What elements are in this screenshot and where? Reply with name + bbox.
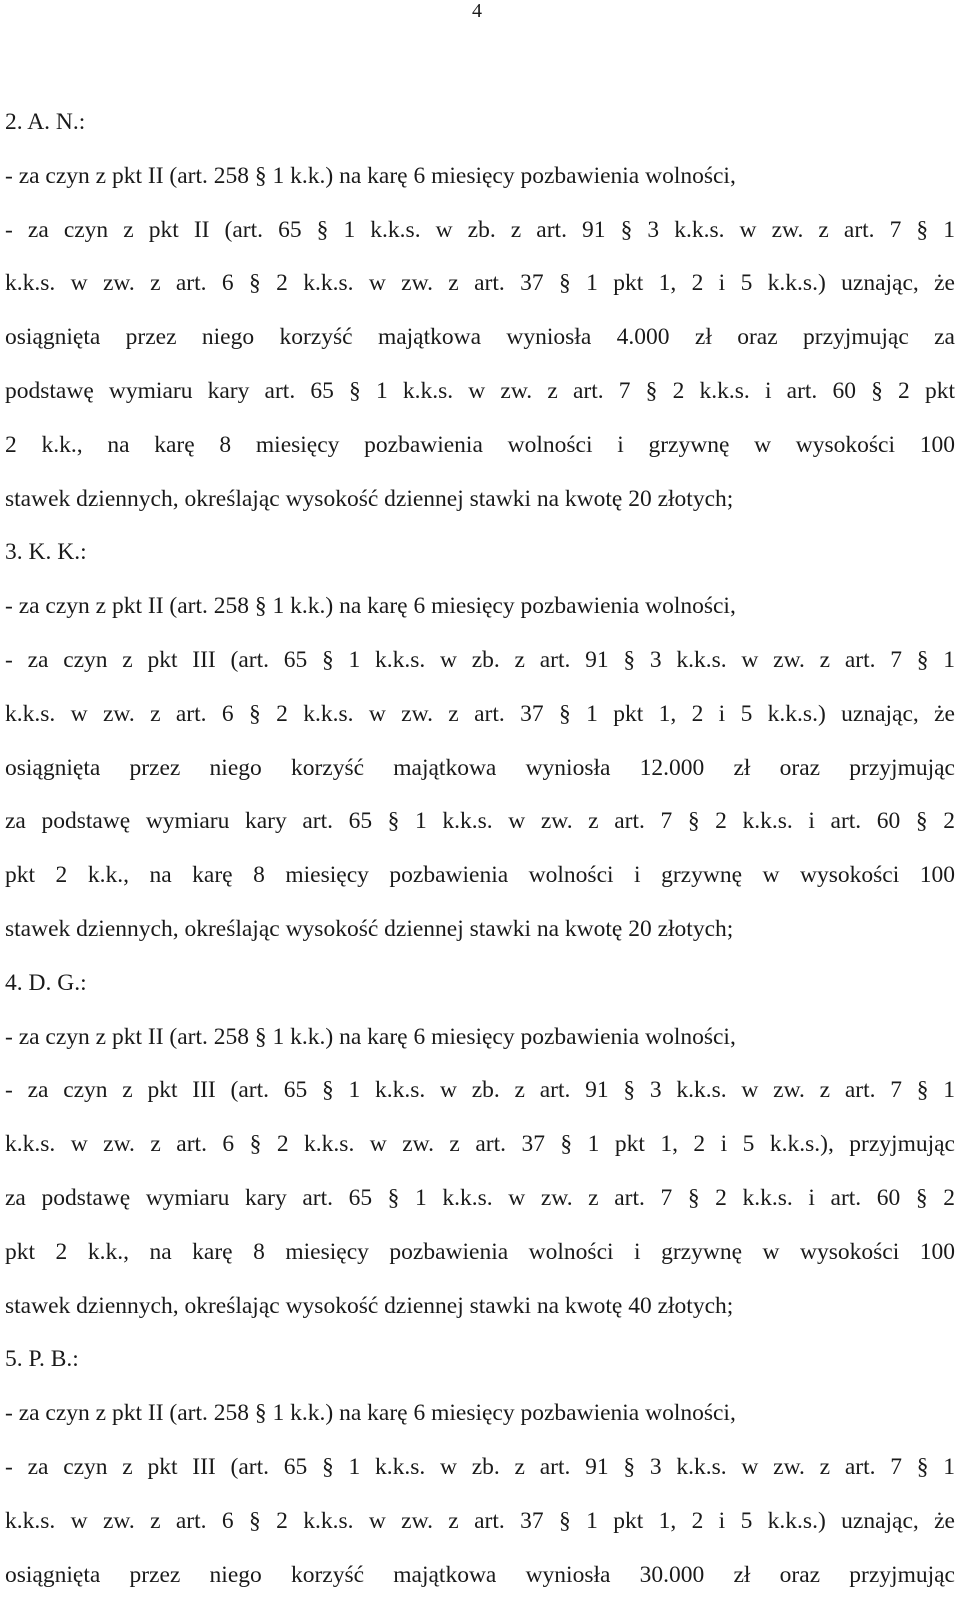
text-line: 5. P. B.: <box>5 1346 79 1373</box>
text-line: - za czyn z pkt II (art. 258 § 1 k.k.) na karę 6 miesięcy pozbawienia wolności, <box>5 1400 736 1427</box>
text-line: osiągnięta przez niego korzyść majątkowa wyniosła 4.000 zł oraz przyjmując za <box>5 324 955 351</box>
text-line: - za czyn z pkt II (art. 65 § 1 k.k.s. w zb. z art. 91 § 3 k.k.s. w zw. z art. 7 § 1 <box>5 216 955 243</box>
text-line: - za czyn z pkt II (art. 258 § 1 k.k.) na karę 6 miesięcy pozbawienia wolności, <box>5 593 736 620</box>
text-line: stawek dziennych, określając wysokość dziennej stawki na kwotę 40 złotych; <box>5 1292 734 1319</box>
text-line: k.k.s. w zw. z art. 6 § 2 k.k.s. w zw. z art. 37 § 1 pkt 1, 2 i 5 k.k.s.) uznając, że <box>5 1507 955 1534</box>
text-line: osiągnięta przez niego korzyść majątkowa wyniosła 30.000 zł oraz przyjmując <box>5 1561 955 1588</box>
text-line: 2. A. N.: <box>5 109 86 135</box>
text-line: podstawę wymiaru kary art. 65 § 1 k.k.s. w zw. z art. 7 § 2 k.k.s. i art. 60 § 2 pkt <box>5 377 955 404</box>
text-line: stawek dziennych, określając wysokość dziennej stawki na kwotę 20 złotych; <box>5 485 734 512</box>
document-body <box>5 96 955 1602</box>
text-line: k.k.s. w zw. z art. 6 § 2 k.k.s. w zw. z art. 37 § 1 pkt 1, 2 i 5 k.k.s.) uznając, że <box>5 700 955 727</box>
text-line: - za czyn z pkt III (art. 65 § 1 k.k.s. w zb. z art. 91 § 3 k.k.s. w zw. z art. 7 § 1 <box>5 1077 955 1104</box>
text-line: za podstawę wymiaru kary art. 65 § 1 k.k.s. w zw. z art. 7 § 2 k.k.s. i art. 60 § 2 <box>5 1184 955 1211</box>
text-line: osiągnięta przez niego korzyść majątkowa wyniosła 12.000 zł oraz przyjmując <box>5 754 955 781</box>
text-line: 4. D. G.: <box>5 969 87 996</box>
text-line: - za czyn z pkt III (art. 65 § 1 k.k.s. w zb. z art. 91 § 3 k.k.s. w zw. z art. 7 § 1 <box>5 646 955 673</box>
text-line: - za czyn z pkt II (art. 258 § 1 k.k.) na karę 6 miesięcy pozbawienia wolności, <box>5 162 736 189</box>
text-line: - za czyn z pkt III (art. 65 § 1 k.k.s. w zb. z art. 91 § 3 k.k.s. w zw. z art. 7 § 1 <box>5 1453 955 1480</box>
page-number: 4 <box>472 0 482 22</box>
text-line: pkt 2 k.k., na karę 8 miesięcy pozbawienia wolności i grzywnę w wysokości 100 <box>5 862 955 889</box>
text-line: 2 k.k., na karę 8 miesięcy pozbawienia wolności i grzywnę w wysokości 100 <box>5 431 955 458</box>
text-line: - za czyn z pkt II (art. 258 § 1 k.k.) na karę 6 miesięcy pozbawienia wolności, <box>5 1023 736 1050</box>
text-line: pkt 2 k.k., na karę 8 miesięcy pozbawienia wolności i grzywnę w wysokości 100 <box>5 1238 955 1265</box>
text-line: 3. K. K.: <box>5 539 87 566</box>
text-line: stawek dziennych, określając wysokość dziennej stawki na kwotę 20 złotych; <box>5 915 734 942</box>
text-line: k.k.s. w zw. z art. 6 § 2 k.k.s. w zw. z art. 37 § 1 pkt 1, 2 i 5 k.k.s.) uznając, że <box>5 270 955 297</box>
text-line: k.k.s. w zw. z art. 6 § 2 k.k.s. w zw. z art. 37 § 1 pkt 1, 2 i 5 k.k.s.), przyjmując <box>5 1131 955 1158</box>
text-line: za podstawę wymiaru kary art. 65 § 1 k.k.s. w zw. z art. 7 § 2 k.k.s. i art. 60 § 2 <box>5 808 955 835</box>
